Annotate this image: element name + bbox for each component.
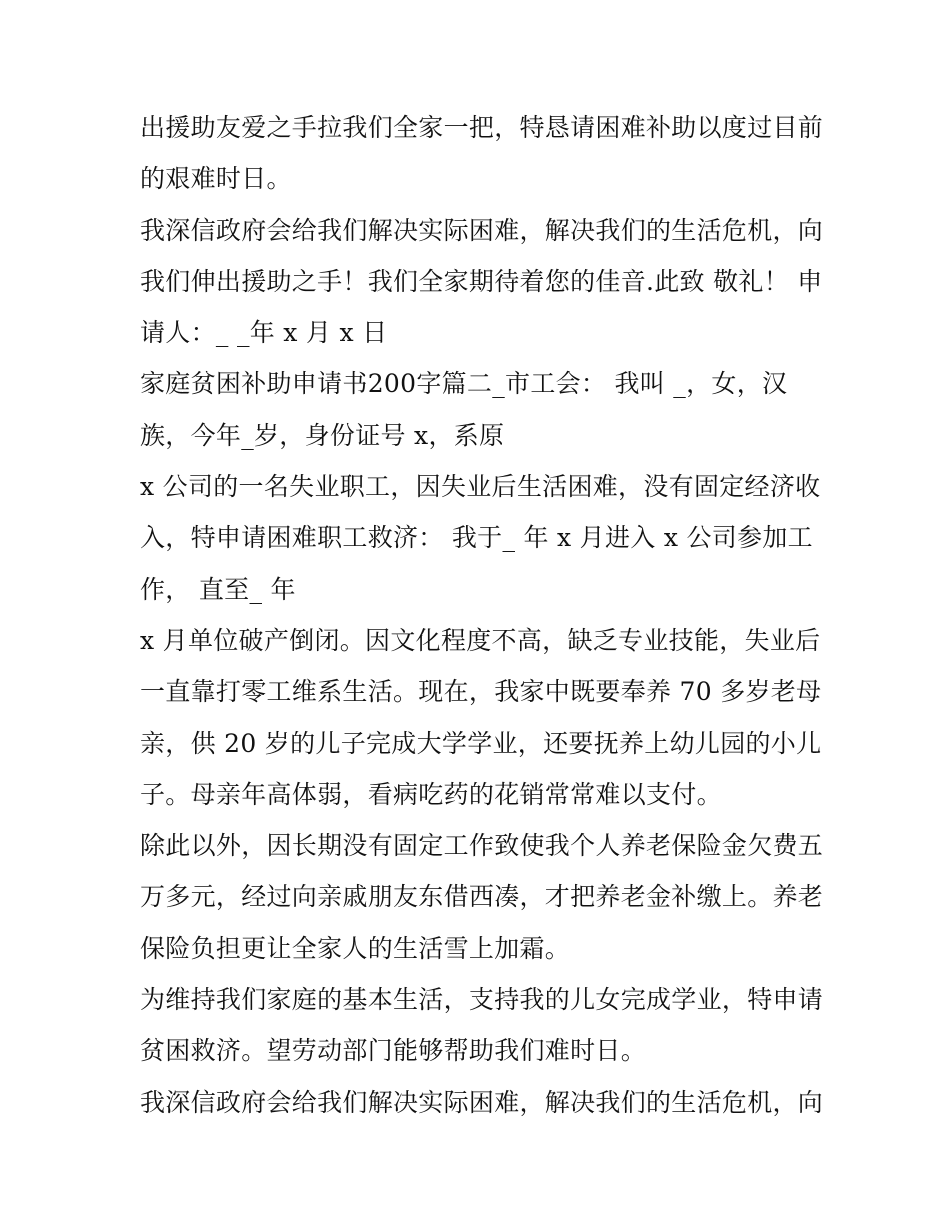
- text-line: 子。母亲年高体弱，看病吃药的花销常常难以支付。: [140, 779, 722, 809]
- text-line: 请人：_ _年 x 月 x 日: [140, 318, 388, 348]
- text-line: 的艰难时日。: [140, 164, 292, 194]
- text-line: 亲，供 20 岁的儿子完成大学学业，还要抚养上幼儿园的小儿: [140, 728, 822, 758]
- text-line: 入，特申请困难职工救济： 我于_ 年 x 月进入 x 公司参加工: [140, 523, 813, 553]
- text-line: 为维持我们家庭的基本生活，支持我的儿女完成学业，特申请: [140, 985, 824, 1015]
- text-line: 出援助友爱之手拉我们全家一把，特恳请困难补助以度过目前: [140, 113, 824, 142]
- text-line: x 公司的一名失业职工，因失业后生活困难，没有固定经济收: [140, 472, 821, 502]
- text-line: x 月单位破产倒闭。因文化程度不高，缺乏专业技能，失业后: [140, 625, 821, 655]
- text-line: 我深信政府会给我们解决实际困难，解决我们的生活危机，向: [140, 215, 824, 245]
- text-line: 族，今年_岁，身份证号 x，系原: [140, 420, 505, 450]
- text-line: 一直靠打零工维系生活。现在，我家中既要奉养 70 多岁老母: [140, 677, 822, 707]
- text-line: 作， 直至_ 年: [140, 574, 296, 604]
- text-line: 贫困救济。望劳动部门能够帮助我们难时日。: [140, 1036, 647, 1066]
- text-line: 我们伸出援助之手！我们全家期待着您的佳音.此致 敬礼！ 申: [140, 266, 823, 296]
- text-line: 家庭贫困补助申请书200字篇二_市工会： 我叫 _，女，汉: [140, 369, 788, 399]
- text-line: 我深信政府会给我们解决实际困难，解决我们的生活危机，向: [140, 1087, 824, 1117]
- text-line: 万多元，经过向亲戚朋友东借西凑，才把养老金补缴上。养老: [140, 882, 824, 912]
- text-line: 除此以外，因长期没有固定工作致使我个人养老保险金欠费五: [140, 831, 824, 861]
- document-body: [140, 102, 824, 1128]
- text-line: 保险负担更让全家人的生活雪上加霜。: [140, 933, 571, 963]
